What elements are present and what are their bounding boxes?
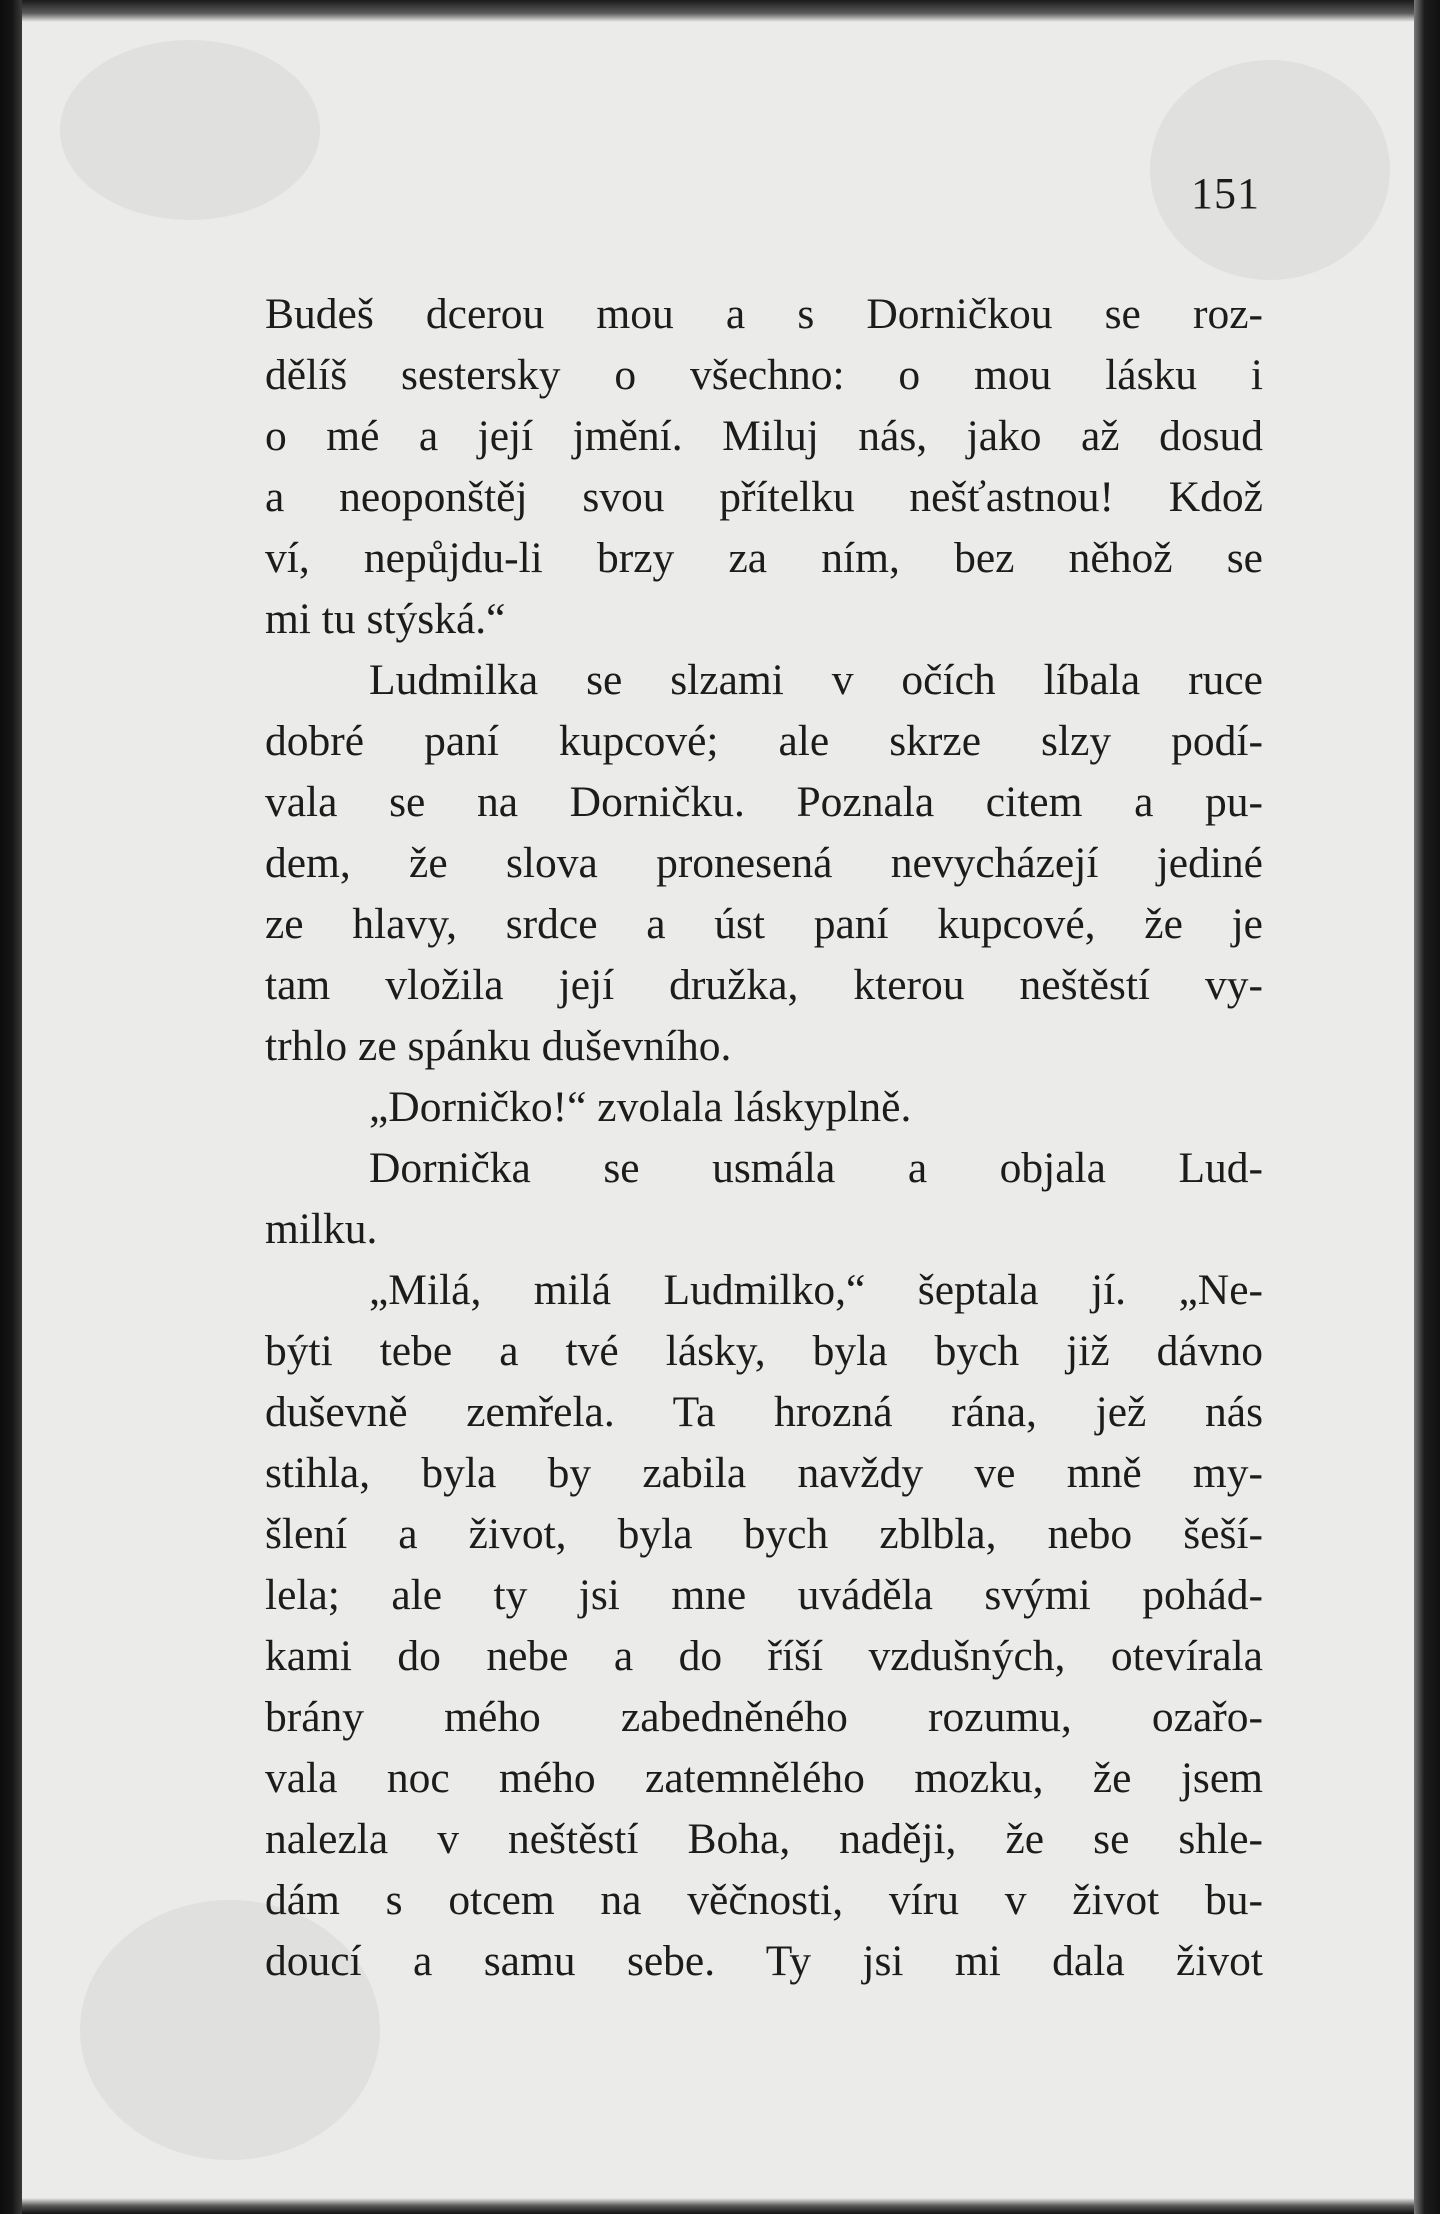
text-line: stihla, byla by zabila navždy ve mně my- bbox=[265, 1449, 1263, 1497]
scan-top-edge bbox=[0, 0, 1440, 22]
text-line: dem, že slova pronesená nevycházejí jediné bbox=[265, 839, 1263, 887]
text-line: dám s otcem na věčnosti, víru v život bu- bbox=[265, 1876, 1263, 1924]
text-line: vala noc mého zatemnělého mozku, že jsem bbox=[265, 1754, 1263, 1802]
text-line: kami do nebe a do říší vzdušných, otevírala bbox=[265, 1632, 1263, 1680]
text-line: vala se na Dorničku. Poznala citem a pu- bbox=[265, 778, 1263, 826]
text-line: býti tebe a tvé lásky, byla bych již dávno bbox=[265, 1327, 1263, 1375]
text-line: ví, nepůjdu-li brzy za ním, bez něhož se bbox=[265, 534, 1263, 582]
text-line: nalezla v neštěstí Boha, naději, že se shle- bbox=[265, 1815, 1263, 1863]
text-line: dělíš sestersky o všechno: o mou lásku i bbox=[265, 351, 1263, 399]
text-line: dobré paní kupcové; ale skrze slzy podí- bbox=[265, 717, 1263, 765]
text-line: lela; ale ty jsi mne uváděla svými pohád- bbox=[265, 1571, 1263, 1619]
text-line: Budeš dcerou mou a s Dorničkou se roz- bbox=[265, 290, 1263, 338]
text-line: doucí a samu sebe. Ty jsi mi dala život bbox=[265, 1937, 1263, 1985]
text-line: milku. bbox=[265, 1205, 378, 1253]
paper-stain bbox=[60, 40, 320, 220]
text-line: „Milá, milá Ludmilko,“ šeptala jí. „Ne- bbox=[369, 1266, 1263, 1314]
scan-bottom-edge bbox=[0, 2198, 1440, 2214]
text-line: tam vložila její družka, kterou neštěstí vy- bbox=[265, 961, 1263, 1009]
text-line: šlení a život, byla bych zblbla, nebo šeší- bbox=[265, 1510, 1263, 1558]
paper-stain bbox=[1150, 60, 1390, 280]
text-line: Dornička se usmála a objala Lud- bbox=[369, 1144, 1263, 1192]
text-line: duševně zemřela. Ta hrozná rána, jež nás bbox=[265, 1388, 1263, 1436]
text-line: o mé a její jmění. Miluj nás, jako až dosud bbox=[265, 412, 1263, 460]
text-line: trhlo ze spánku duševního. bbox=[265, 1022, 732, 1070]
text-line: mi tu stýská.“ bbox=[265, 595, 506, 643]
text-line: „Dorničko!“ zvolala láskyplně. bbox=[369, 1083, 912, 1131]
page-number: 151 bbox=[1191, 169, 1260, 218]
text-line: ze hlavy, srdce a úst paní kupcové, že je bbox=[265, 900, 1263, 948]
body-text bbox=[265, 284, 1263, 1992]
text-line: a neoponštěj svou přítelku nešťastnou! Kdož bbox=[265, 473, 1263, 521]
text-line: brány mého zabedněného rozumu, ozařo- bbox=[265, 1693, 1263, 1741]
text-line: Ludmilka se slzami v očích líbala ruce bbox=[369, 656, 1263, 704]
scan-left-edge bbox=[0, 0, 22, 2214]
scan-right-edge bbox=[1414, 0, 1440, 2214]
